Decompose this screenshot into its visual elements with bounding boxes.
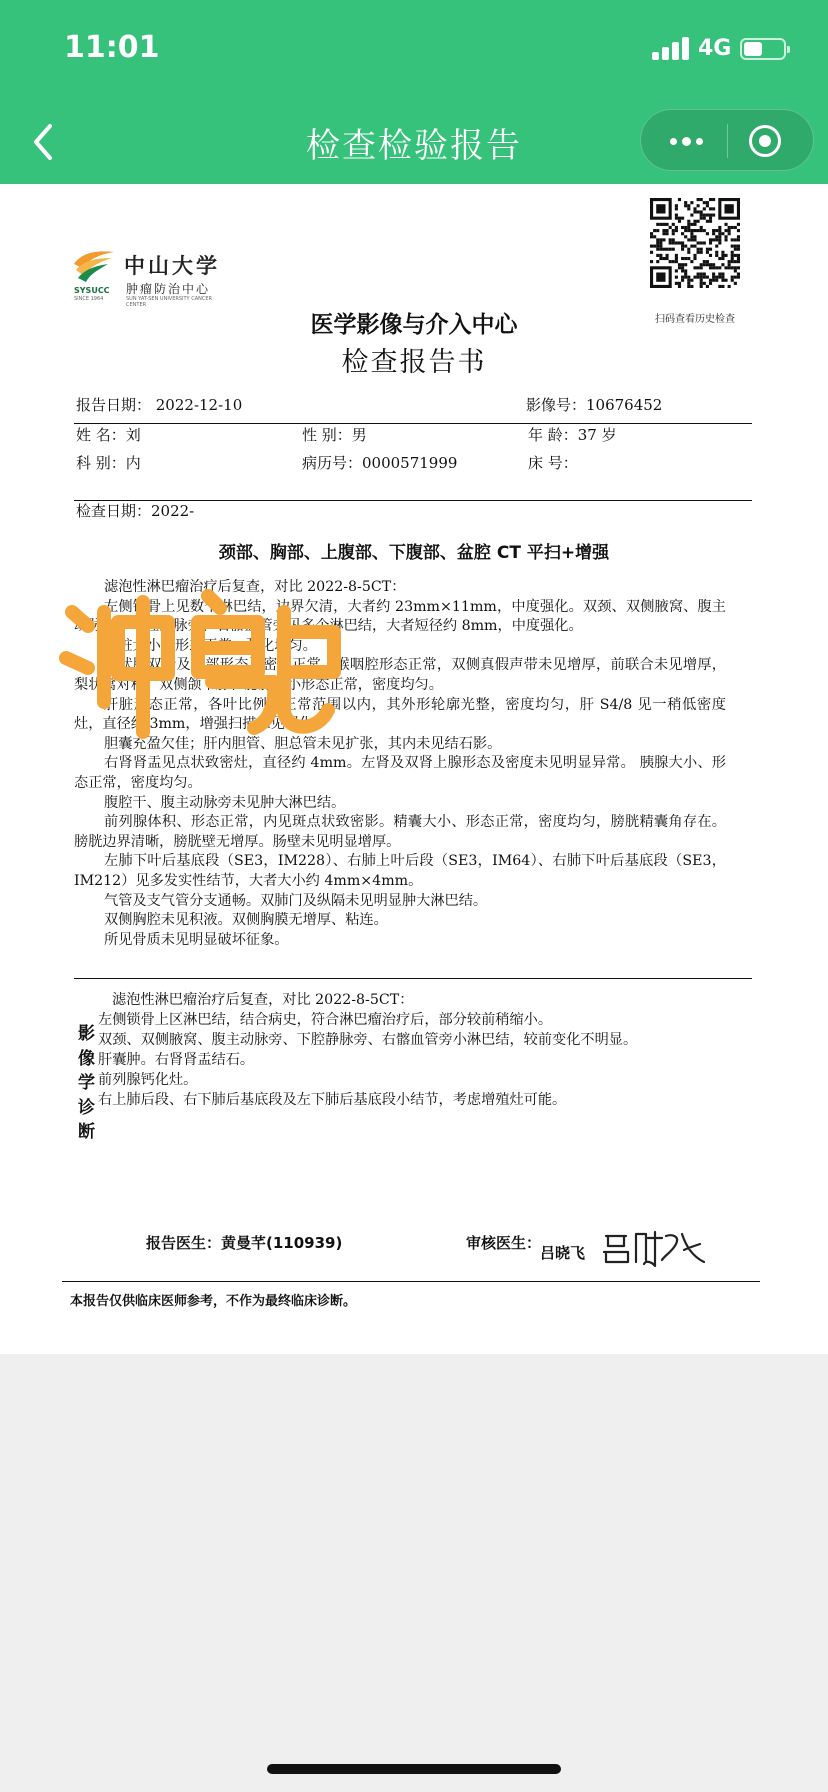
navigation-bar [0, 0, 828, 184]
signal-icon [652, 36, 692, 60]
exam-date: 检查日期：2022- [76, 502, 195, 520]
close-button[interactable] [749, 125, 781, 157]
handwritten-signature [600, 1226, 710, 1270]
logo-title: 中山大学 [124, 253, 220, 278]
impression-line: 右上肺后段、右下肺后基底段及左下肺后基底段小结节，考虑增殖灶可能。 [98, 1092, 567, 1108]
status-time: 11:01 [64, 30, 160, 65]
bed-number: 床 号： [528, 454, 578, 472]
finding-paragraph: 左肺下叶后基底段（SE3，IM228）、右肺上叶后段（SE3，IM64）、右肺下叶后基底段（SE3，IM212）见多发实性结节，大者大小约 4mm×4mm。 [74, 853, 726, 889]
impression-line: 左侧锁骨上区淋巴结，结合病史，符合淋巴瘤治疗后，部分较前稍缩小。 [98, 1012, 553, 1028]
watermark-sticker [58, 582, 348, 742]
home-indicator[interactable] [267, 1764, 561, 1774]
report-date: 报告日期： 2022-12-10 [76, 396, 243, 414]
review-label: 审核医生： [466, 1234, 542, 1252]
disclaimer: 本报告仅供临床医师参考，不作为最终临床诊断。 [70, 1294, 357, 1309]
exam-name: 颈部、胸部、上腹部、下腹部、盆腔 CT 平扫+增强 [218, 543, 610, 563]
finding-paragraph: 脾脏大小、形态正常，强化均匀。 [104, 637, 317, 654]
finding-paragraph: 滤泡性淋巴瘤治疗后复查，对比 2022-8-5CT： [104, 579, 406, 595]
finding-paragraph: 所见骨质未见明显破坏征象。 [104, 931, 289, 948]
diagnosis-label-char: 影 [78, 1024, 95, 1044]
logo-since: SINCE 1964 [74, 296, 104, 302]
document-title: 检查报告书 [341, 347, 487, 378]
logo-tiny-text: SUN YAT-SEN UNIVERSITY CANCER CENTER [126, 296, 212, 308]
logo-mark-icon [72, 246, 116, 282]
impression-line: 肝囊肿。右肾肾盂结石。 [98, 1052, 255, 1068]
record-number: 病历号：0000571999 [302, 454, 458, 472]
finding-paragraph: 胆囊充盈欠佳；肝内胆管、胆总管未见扩张，其内未见结石影。 [104, 735, 502, 752]
logo-subtitle: 肿瘤防治中心 [126, 282, 211, 296]
impression-line: 前列腺钙化灶。 [98, 1072, 198, 1088]
mini-program-capsule [640, 109, 814, 171]
qr-caption: 扫码查看历史检查 [655, 314, 735, 325]
department: 科 别：内 [76, 454, 141, 472]
finding-paragraph: 左侧锁骨上见数个淋巴结，边界欠清，大者约 23mm×11mm，中度强化。双颈、双侧腋窝、腹主动脉旁、下腔静脉旁、右髂血管旁见多个淋巴结，大者短径约 8mm，中度强化。 [74, 598, 726, 635]
diagnosis-label-char: 学 [78, 1073, 95, 1093]
diagnosis-label-char: 断 [78, 1122, 95, 1142]
review-doctor: 吕晓飞 [540, 1244, 586, 1262]
patient-name: 姓 名：刘 [76, 426, 141, 444]
finding-paragraph: 腹腔干、腹主动脉旁未见肿大淋巴结。 [104, 794, 346, 811]
patient-gender: 性 别：男 [302, 426, 367, 444]
hospital-logo [72, 246, 232, 308]
patient-age: 年 龄：37 岁 [528, 426, 617, 444]
finding-paragraph: 气管及支气管分支通畅。双肺门及纵隔未见明显肿大淋巴结。 [104, 892, 488, 909]
network-label: 4G [698, 36, 732, 61]
qr-code[interactable] [650, 198, 740, 288]
image-number: 影像号：10676452 [526, 396, 663, 414]
impression-line: 滤泡性淋巴瘤治疗后复查，对比 2022-8-5CT： [112, 992, 414, 1008]
finding-paragraph: 肝脏形态正常，各叶比例在正常范围以内，其外形轮廓光整，密度均匀，肝 S4/8 见一稍低密度灶，直径约 3mm，增强扫描未见强化。 [74, 696, 726, 733]
finding-paragraph: 前列腺体积、形态正常，内见斑点状致密影。精囊大小、形态正常，密度均匀，膀胱精囊角存在。膀胱边界清晰，膀胱壁无增厚。肠壁未见明显增厚。 [74, 814, 726, 850]
page-title: 检查检验报告 [306, 126, 522, 166]
diagnosis-label-char: 像 [78, 1048, 95, 1069]
more-button[interactable] [663, 110, 723, 172]
logo-en: SYSUCC [74, 286, 110, 295]
diagnosis-label [78, 1022, 100, 1145]
finding-paragraph: 双侧胸腔未见积液。双侧胸膜无增厚、粘连。 [104, 912, 388, 929]
report-doctor: 报告医生：黄曼芊(110939) [146, 1234, 343, 1252]
report-document [0, 184, 828, 1354]
impression-line: 双颈、双侧腋窝、腹主动脉旁、下腔静脉旁、右髂血管旁小淋巴结，较前变化不明显。 [98, 1032, 638, 1048]
finding-paragraph: 右肾肾盂见点状致密灶，直径约 4mm。左肾及双肾上腺形态及密度未见明显异常。 胰腺大小、形态正常，密度均匀。 [74, 755, 726, 791]
battery-icon [740, 38, 786, 60]
finding-paragraph: 甲状腺双叶及峡部形态及密度正常。喉咽腔形态正常，双侧真假声带未见增厚，前联合未见增厚，梨状窝对称。双侧颌下腺、腮腺大小形态正常，密度均匀。 [74, 657, 726, 693]
center-name: 医学影像与介入中心 [310, 312, 518, 338]
diagnosis-label-char: 诊 [78, 1097, 95, 1118]
impression-section [98, 990, 752, 1110]
